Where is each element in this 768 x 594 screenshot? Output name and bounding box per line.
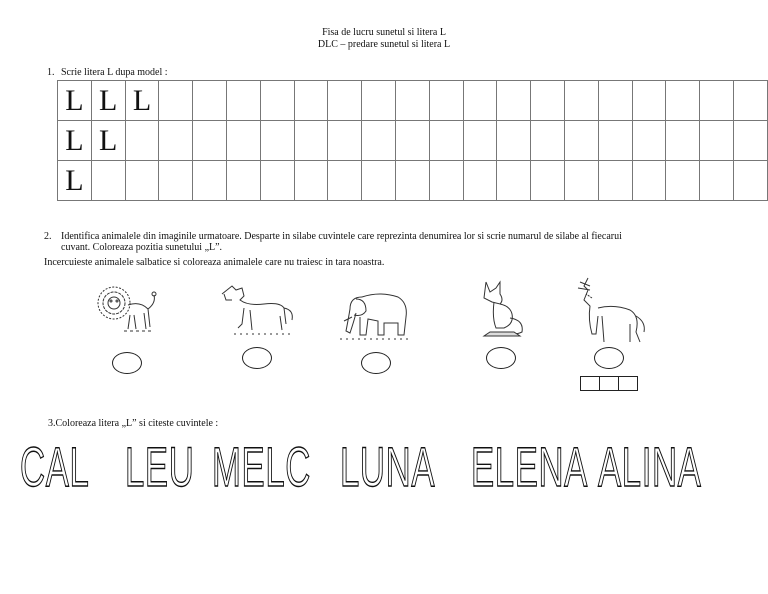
answer-circle-fox[interactable] (486, 347, 516, 369)
grid-cell[interactable] (125, 161, 159, 201)
grid-cell[interactable] (260, 161, 294, 201)
elephant-icon (340, 287, 412, 345)
grid-cell[interactable] (700, 81, 734, 121)
grid-cell[interactable] (733, 121, 767, 161)
grid-cell[interactable] (531, 81, 565, 121)
grid-cell[interactable] (125, 121, 159, 161)
grid-cell[interactable] (260, 121, 294, 161)
grid-cell[interactable] (429, 81, 463, 121)
grid-cell[interactable] (159, 81, 193, 121)
grid-cell[interactable] (294, 81, 328, 121)
grid-cell[interactable] (429, 161, 463, 201)
answer-circle-lion[interactable] (112, 352, 142, 374)
answer-circle-wolf[interactable] (594, 347, 624, 369)
exercise-1-number: 1. (47, 67, 55, 78)
grid-cell[interactable] (497, 161, 531, 201)
grid-cell[interactable]: L (58, 81, 92, 121)
grid-cell[interactable] (733, 161, 767, 201)
word-elena[interactable]: ELENA (471, 435, 588, 498)
grid-cell[interactable] (193, 161, 227, 201)
syllable-boxes (581, 376, 638, 391)
grid-cell[interactable] (159, 121, 193, 161)
grid-cell[interactable]: L (58, 161, 92, 201)
grid-cell[interactable] (260, 81, 294, 121)
grid-cell[interactable] (700, 121, 734, 161)
grid-cell[interactable] (395, 81, 429, 121)
grid-cell[interactable] (598, 161, 632, 201)
word-luna[interactable]: LUNA (340, 435, 436, 498)
grid-cell[interactable]: L (91, 81, 125, 121)
horse-icon (214, 280, 298, 344)
grid-cell[interactable] (463, 121, 497, 161)
grid-cell[interactable] (733, 81, 767, 121)
exercise-1-instruction (47, 67, 168, 78)
grid-row (58, 81, 768, 121)
exercise-3-instruction: 3.Coloreaza litera „L” si citeste cuvintele : (48, 418, 219, 429)
grid-cell[interactable] (497, 81, 531, 121)
grid-cell[interactable] (395, 121, 429, 161)
grid-cell[interactable] (564, 81, 598, 121)
grid-cell[interactable]: L (125, 81, 159, 121)
wolf-icon (574, 276, 650, 346)
grid-cell[interactable] (497, 121, 531, 161)
grid-cell[interactable] (159, 161, 193, 201)
worksheet-subtitle: DLC – predare sunetul si litera L (317, 39, 451, 50)
writing-grid (57, 80, 768, 201)
syllable-box[interactable] (599, 376, 619, 391)
grid-cell[interactable] (328, 81, 362, 121)
grid-cell[interactable] (226, 81, 260, 121)
grid-cell[interactable] (294, 121, 328, 161)
grid-cell[interactable]: L (91, 121, 125, 161)
word-melc[interactable]: MELC (212, 435, 311, 498)
grid-cell[interactable] (395, 161, 429, 201)
grid-cell[interactable] (226, 161, 260, 201)
grid-cell[interactable] (632, 121, 666, 161)
grid-row (58, 161, 768, 201)
word-alina[interactable]: ALINA (598, 435, 702, 498)
exercise-1-text: Scrie litera L dupa model : (61, 67, 168, 78)
grid-cell[interactable] (362, 161, 396, 201)
word-leu[interactable]: LEU (125, 435, 195, 498)
grid-cell[interactable] (328, 121, 362, 161)
grid-cell[interactable] (362, 81, 396, 121)
grid-cell[interactable] (666, 81, 700, 121)
exercise-2-line3: Incercuieste animalele salbatice si coloreaza animalele care nu traiesc in tara noastra. (44, 257, 385, 268)
grid-cell[interactable] (564, 121, 598, 161)
grid-cell[interactable] (632, 81, 666, 121)
grid-cell[interactable]: L (58, 121, 92, 161)
fox-icon (474, 278, 532, 340)
grid-cell[interactable] (429, 121, 463, 161)
grid-cell[interactable] (463, 81, 497, 121)
grid-cell[interactable] (632, 161, 666, 201)
grid-cell[interactable] (362, 121, 396, 161)
grid-cell[interactable] (598, 121, 632, 161)
grid-cell[interactable] (598, 81, 632, 121)
lion-icon (94, 283, 158, 343)
worksheet-title: Fisa de lucru sunetul si litera L (322, 27, 446, 38)
grid-cell[interactable] (226, 121, 260, 161)
syllable-box[interactable] (580, 376, 600, 391)
grid-cell[interactable] (531, 121, 565, 161)
grid-cell[interactable] (531, 161, 565, 201)
grid-cell[interactable] (463, 161, 497, 201)
worksheet-header (0, 27, 768, 51)
grid-cell[interactable] (328, 161, 362, 201)
grid-cell[interactable] (294, 161, 328, 201)
grid-cell[interactable] (700, 161, 734, 201)
grid-cell[interactable] (193, 81, 227, 121)
grid-cell[interactable] (564, 161, 598, 201)
word-cal[interactable]: CAL (20, 435, 90, 498)
grid-cell[interactable] (91, 161, 125, 201)
exercise-2-instruction (44, 231, 734, 253)
answer-circle-elephant[interactable] (361, 352, 391, 374)
grid-cell[interactable] (193, 121, 227, 161)
grid-cell[interactable] (666, 121, 700, 161)
syllable-box[interactable] (618, 376, 638, 391)
exercise-2-line1: Identifica animalele din imaginile urmatoare. Desparte in silabe cuvintele care reprezinta denumirea lor si scrie numarul de silabe al fiecarui (61, 231, 622, 242)
exercise-2-number: 2. (44, 231, 52, 242)
exercise-2-line2: cuvant. Coloreaza pozitia sunetului „L”. (61, 242, 223, 253)
grid-cell[interactable] (666, 161, 700, 201)
answer-circle-horse[interactable] (242, 347, 272, 369)
grid-row (58, 121, 768, 161)
